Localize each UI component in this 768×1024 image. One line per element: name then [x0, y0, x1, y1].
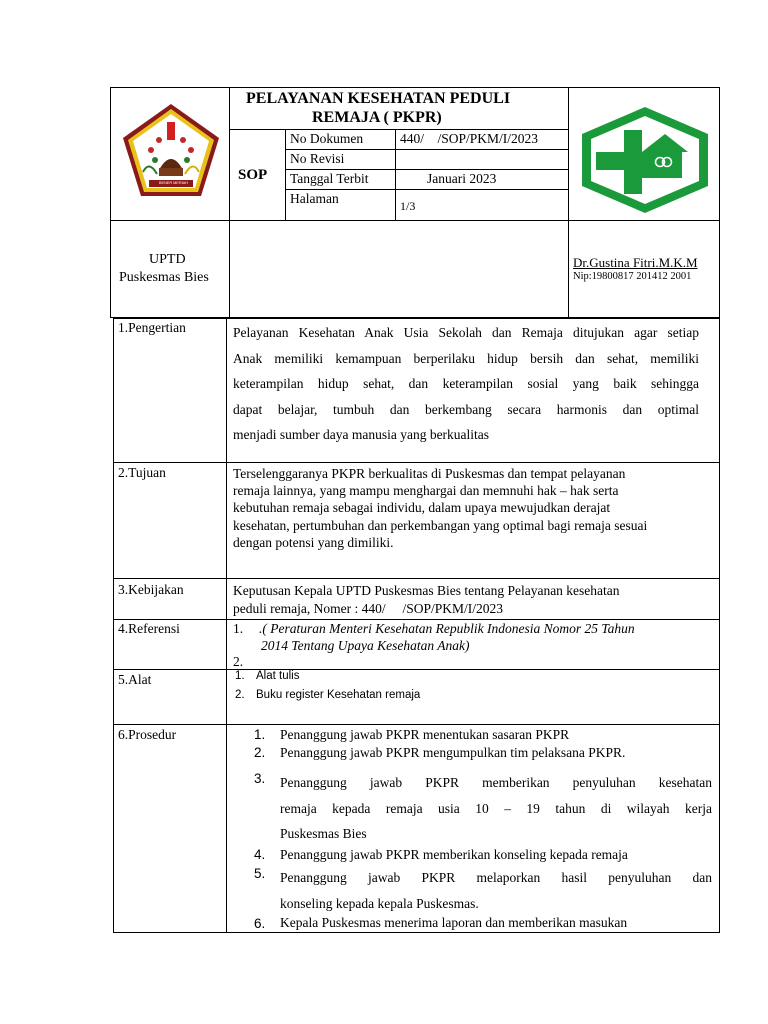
sop-label: SOP — [238, 167, 268, 183]
tujuan-line: dengan potensi yang dimiliki. — [233, 534, 394, 550]
kebijakan-line: peduli remaja, Nomer : 440/ /SOP/PKM/I/2023 — [233, 601, 503, 616]
referensi-item1-line2: 2014 Tentang Upaya Kesehatan Anak) — [261, 638, 470, 653]
tujuan-line: remaja lainnya, yang mampu menghargai dan memnuhi hak – hak serta — [233, 483, 619, 499]
kebijakan-text — [233, 582, 713, 618]
prosedur-item5-line: Penanggung jawab PKPR melaporkan hasil penyuluhan dan — [280, 870, 712, 885]
regency-emblem-logo — [119, 100, 223, 204]
referensi-item2-number: 2. — [233, 654, 244, 669]
tanggal-terbit-value: Januari 2023 — [427, 171, 497, 186]
signer-nip: Nip:19800817 201412 2001 — [573, 271, 692, 282]
pengertian-text — [233, 320, 699, 448]
pengertian-label: 1.Pengertian — [118, 320, 186, 335]
referensi-label: 4.Referensi — [118, 621, 180, 636]
pengertian-line: menjadi sumber daya manusia yang berkualitas — [233, 427, 490, 442]
alat-item1-number: 1. — [235, 670, 245, 682]
no-dokumen-label: No Dokumen — [290, 131, 364, 146]
alat-item2-text: Buku register Kesehatan remaja — [256, 689, 421, 701]
prosedur-label: 6.Prosedur — [118, 727, 177, 742]
prosedur-item5-number: 5. — [254, 866, 266, 881]
prosedur-item3-line: remaja kepada remaja usia 10 – 19 tahun di wilayah kerja — [280, 800, 712, 816]
tujuan-line: kesehatan, pertumbuhan dan perkembangan yang optimal bagi remaja sesuai — [233, 517, 648, 533]
referensi-item1-number: 1. — [233, 621, 244, 636]
prosedur-item2-number: 2. — [254, 745, 266, 760]
emblem-ribbon-text: BENER MERIAH — [159, 181, 188, 185]
pengertian-line: dapat belajar, tumbuh dan berkembang secara harmonis dan optimal — [233, 401, 699, 417]
tujuan-label: 2.Tujuan — [118, 465, 166, 480]
prosedur-item5-text — [280, 865, 712, 916]
halaman-value: 1/3 — [400, 199, 416, 213]
tujuan-text — [233, 465, 713, 551]
kebijakan-label: 3.Kebijakan — [118, 582, 184, 597]
prosedur-item1-line1: Penanggung jawab PKPR menentukan sasaran PKPR — [280, 727, 570, 742]
document-title-line1: PELAYANAN KESEHATAN PEDULI — [246, 90, 511, 107]
no-dokumen-value: 440/ /SOP/PKM/I/2023 — [400, 131, 539, 146]
alat-item2-number: 2. — [235, 689, 245, 701]
prosedur-item1-number: 1. — [254, 727, 266, 742]
org-line2: Puskesmas Bies — [119, 270, 209, 285]
pengertian-line: Pelayanan Kesehatan Anak Usia Sekolah dan Remaja ditujukan agar setiap — [233, 325, 699, 340]
alat-label: 5.Alat — [118, 672, 152, 687]
pengertian-line: keterampilan hidup sehat, dan keterampilan sosial yang baik sehingga — [233, 376, 699, 391]
document-title-line2: REMAJA ( PKPR) — [312, 109, 442, 126]
prosedur-item3-text — [280, 770, 712, 847]
kebijakan-line: Keputusan Kepala UPTD Puskesmas Bies tentang Pelayanan kesehatan — [233, 583, 620, 598]
prosedur-item6-line1: Kepala Puskesmas menerima laporan dan memberikan masukan — [280, 915, 628, 930]
prosedur-item3-number: 3. — [254, 771, 266, 786]
prosedur-item4-number: 4. — [254, 847, 266, 862]
no-revisi-label: No Revisi — [290, 151, 345, 166]
halaman-label: Halaman — [290, 191, 339, 206]
org-line1: UPTD — [149, 252, 186, 267]
referensi-item1-line1: .( Peraturan Menteri Kesehatan Republik Indonesia Nomor 25 Tahun — [259, 621, 635, 636]
signer-name: Dr.Gustina Fitri.M.K.M — [573, 255, 698, 270]
alat-item1-text: Alat tulis — [256, 670, 300, 682]
prosedur-item5-line: konseling kepada kepala Puskesmas. — [280, 895, 479, 911]
tujuan-line: kebutuhan remaja sebagai individu, dalam upaya mewujudkan derajat — [233, 500, 611, 516]
prosedur-item2-line1: Penanggung jawab PKPR mengumpulkan tim pelaksana PKPR. — [280, 745, 626, 760]
prosedur-item4-line1: Penanggung jawab PKPR memberikan konseling kepada remaja — [280, 847, 628, 862]
tujuan-line: Terselenggaranya PKPR berkualitas di Puskesmas dan tempat pelayanan — [233, 466, 626, 481]
puskesmas-logo — [578, 104, 712, 216]
pengertian-line: Anak memiliki kemampuan berperilaku hidup bersih dan sehat, memiliki — [233, 350, 699, 366]
prosedur-item3-line: Penanggung jawab PKPR memberikan penyuluhan kesehatan — [280, 775, 712, 790]
tanggal-terbit-label: Tanggal Terbit — [290, 171, 369, 186]
prosedur-item3-line: Puskesmas Bies — [280, 826, 367, 841]
prosedur-item6-number: 6. — [254, 916, 266, 931]
